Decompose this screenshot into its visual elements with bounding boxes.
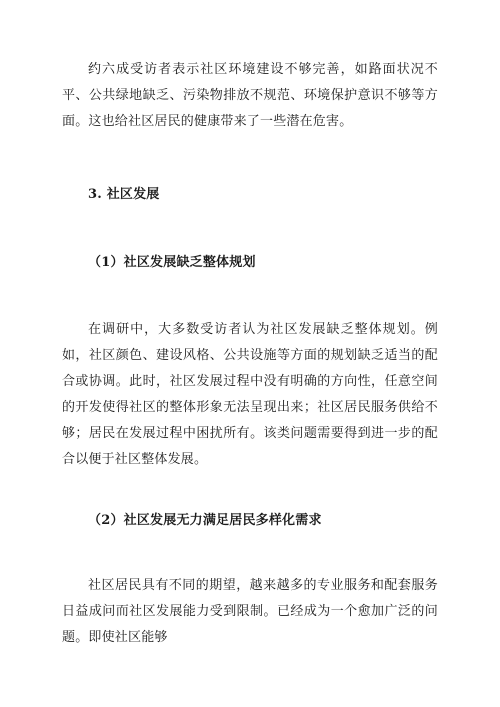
subheading-lack-of-planning: （1）社区发展缺乏整体规划 xyxy=(88,255,256,270)
subheading-diverse-needs: （2）社区发展无力满足居民多样化需求 xyxy=(88,513,322,528)
paragraph-environment: 约六成受访者表示社区环境建设不够完善，如路面状况不平、公共绿地缺乏、污染物排放不规范、环境保护意识不够等方面。这也给社区居民的健康带来了一些潜在危害。 xyxy=(62,62,438,129)
paragraph-diverse-needs: 社区居民具有不同的期望，越来越多的专业服务和配套服务日益成问而社区发展能力受到限制。已经成为一个愈加广泛的问题。即使社区能够 xyxy=(62,578,438,645)
section-heading-community-development: 3. 社区发展 xyxy=(88,187,160,202)
paragraph-planning: 在调研中，大多数受访者认为社区发展缺乏整体规划。例如，社区颜色、建设风格、公共设施等方面的规划缺乏适当的配合或协调。此时，社区发展过程中没有明确的方向性，任意空间的开发使得社区的整体形象无法呈现出来；社区居民服务供给不够；居民在发展过程中困扰所有。该类问题需要得到进一步的配合以便于社区整体发展。 xyxy=(62,322,438,467)
